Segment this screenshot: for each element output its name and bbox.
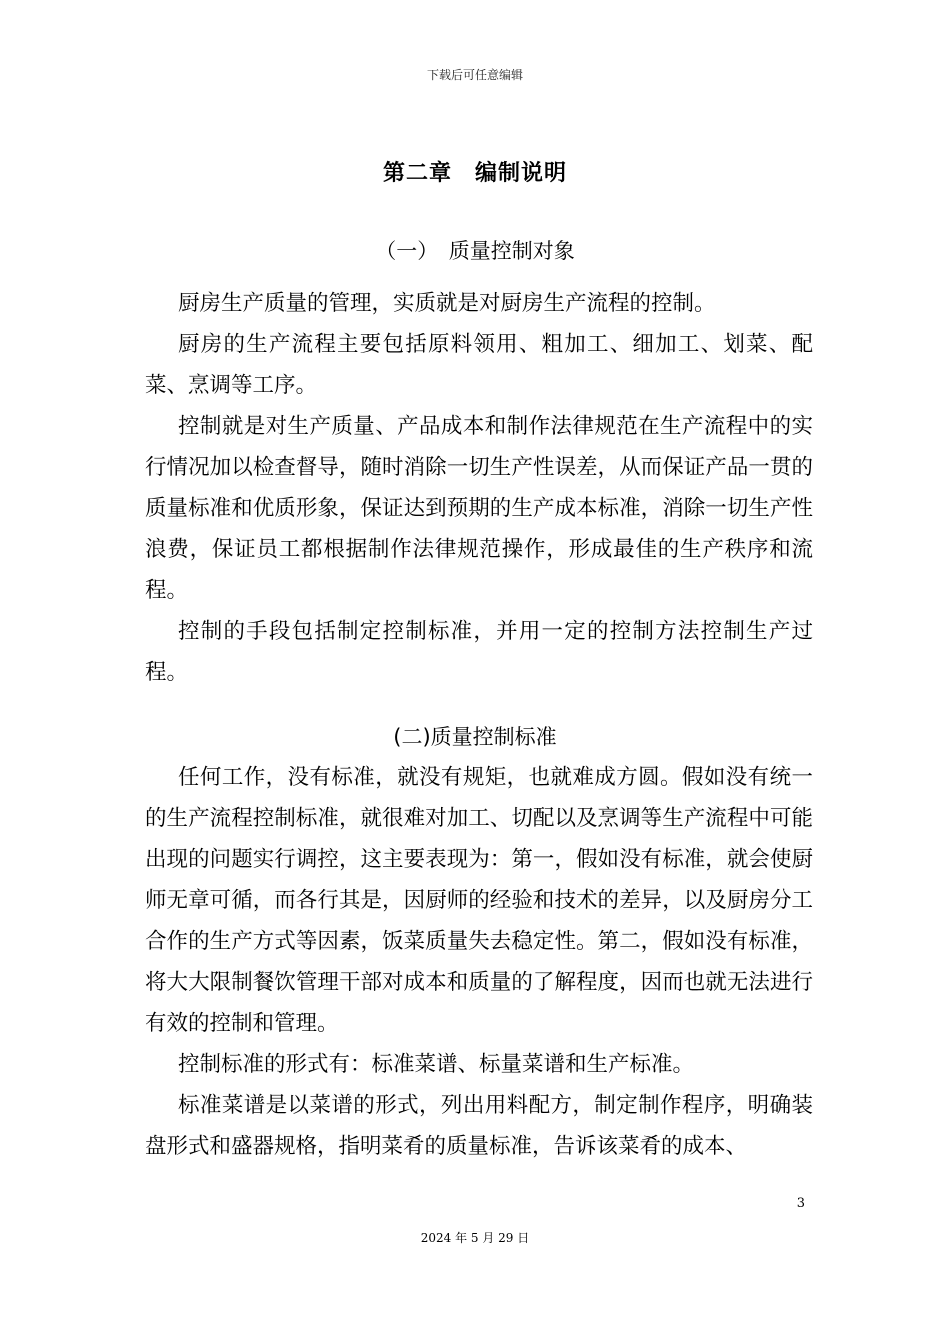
paragraph: 任何工作，没有标准，就没有规矩，也就难成方圆。假如没有统一的生产流程控制标准，就很难对加工、切配以及烹调等生产流程中可能出现的问题实行调控，这主要表现为：第一，假如没有标准，就会使厨师无章可循，而各行其是，因厨师的经验和技术的差异，以及厨房分工合作的生产方式等因素，饭菜质量失去稳定性。第二，假如没有标准，将大大限制餐饮管理干部对成本和质量的了解程度，因而也就无法进行有效的控制和管理。 bbox=[145, 765, 813, 1036]
paragraph: 厨房的生产流程主要包括原料领用、粗加工、细加工、划菜、配菜、烹调等工序。 bbox=[145, 332, 813, 398]
page-number: 3 bbox=[796, 1196, 805, 1211]
section-body-1 bbox=[145, 283, 813, 693]
section-heading-1: （一） 质量控制对象 bbox=[375, 239, 575, 263]
section-heading-2: (二)质量控制标准 bbox=[393, 725, 557, 749]
paragraph: 厨房生产质量的管理，实质就是对厨房生产流程的控制。 bbox=[178, 291, 716, 316]
chapter-title: 第二章 编制说明 bbox=[382, 161, 567, 186]
paragraph: 控制的手段包括制定控制标准，并用一定的控制方法控制生产过程。 bbox=[145, 619, 813, 685]
footer-date: 2024 年 5 月 29 日 bbox=[420, 1231, 530, 1245]
header-note: 下载后可任意编辑 bbox=[426, 68, 523, 82]
section-body-2 bbox=[145, 757, 813, 1167]
paragraph: 控制标准的形式有：标准菜谱、标量菜谱和生产标准。 bbox=[178, 1052, 695, 1077]
paragraph: 标准菜谱是以菜谱的形式，列出用料配方，制定制作程序，明确装盘形式和盛器规格，指明菜肴的质量标准，告诉该菜肴的成本、 bbox=[145, 1093, 813, 1159]
paragraph: 控制就是对生产质量、产品成本和制作法律规范在生产流程中的实行情况加以检查督导，随时消除一切生产性误差，从而保证产品一贯的质量标准和优质形象，保证达到预期的生产成本标准，消除一切生产性浪费，保证员工都根据制作法律规范操作，形成最佳的生产秩序和流程。 bbox=[145, 414, 813, 603]
